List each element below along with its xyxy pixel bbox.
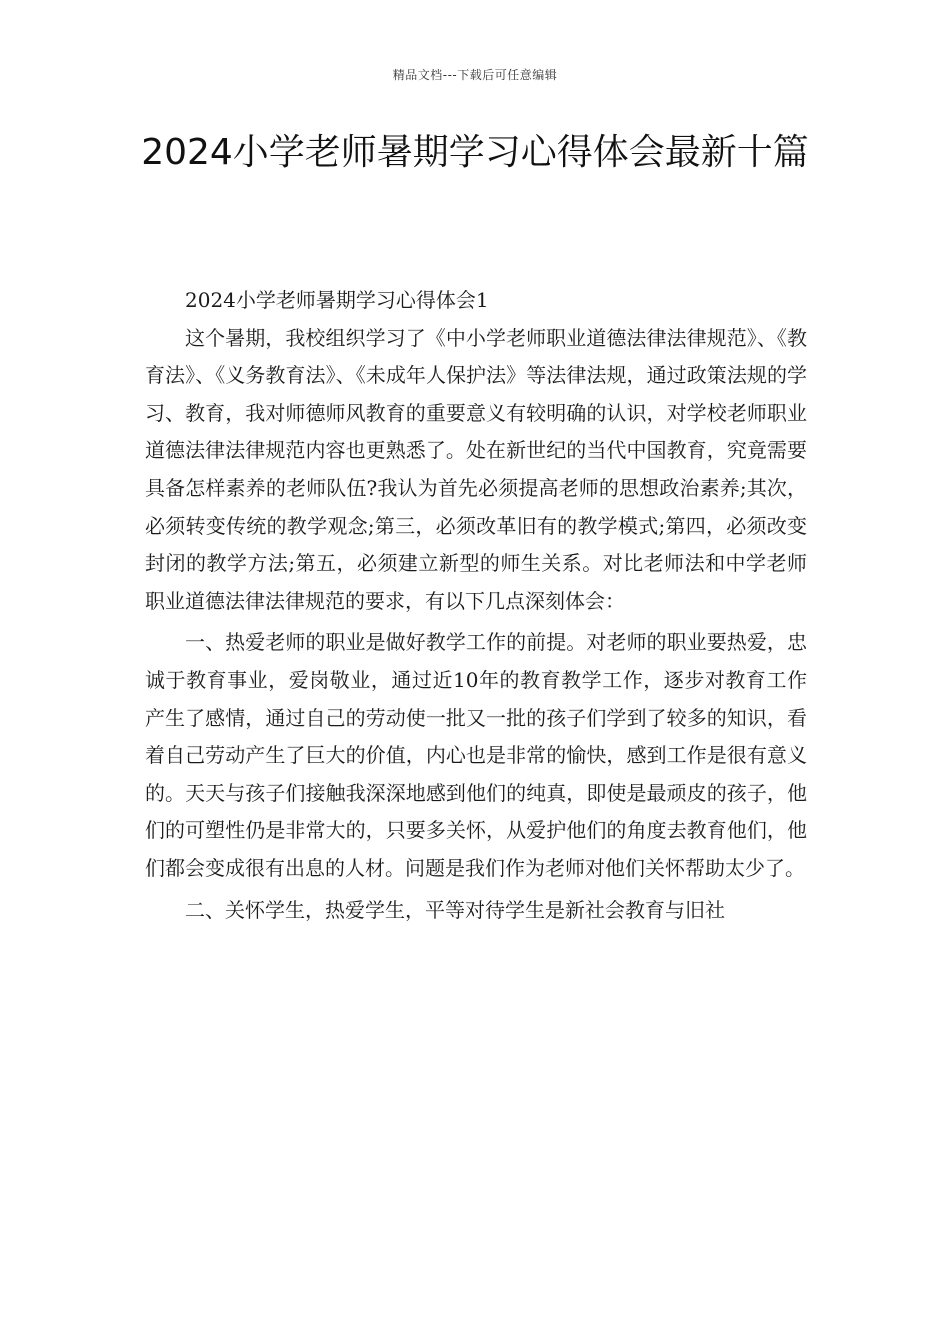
document-title: 2024小学老师暑期学习心得体会最新十篇 [141, 132, 809, 173]
document-body [145, 282, 807, 929]
paragraph: 一、热爱老师的职业是做好教学工作的前提。对老师的职业要热爱，忠诚于教育事业，爱岗敬业，通过近10年的教育教学工作，逐步对教育工作产生了感情，通过自己的劳动使一批又一批的孩子们学到了较多的知识，看着自己劳动产生了巨大的价值，内心也是非常的愉快，感到工作是很有意义的。天天与孩子们接触我深深地感到他们的纯真，即使是最顽皮的孩子，他们的可塑性仍是非常大的，只要多关怀，从爱护他们的角度去教育他们，他们都会变成很有出息的人材。问题是我们作为老师对他们关怀帮助太少了。 [145, 630, 807, 880]
paragraph: 二、关怀学生，热爱学生，平等对待学生是新社会教育与旧社 [185, 897, 725, 922]
section-title: 2024小学老师暑期学习心得体会1 [185, 288, 489, 312]
page-header: 精品文档---下载后可任意编辑 [392, 68, 558, 82]
paragraph: 这个暑期，我校组织学习了《中小学老师职业道德法律法律规范》、《教育法》、《义务教育法》、《未成年人保护法》等法律法规，通过政策法规的学习、教育，我对师德师风教育的重要意义有较明确的认识，对学校老师职业道德法律法律规范内容也更熟悉了。处在新世纪的当代中国教育，究竟需要具备怎样素养的老师队伍?我认为首先必须提高老师的思想政治素养;其次，必须转变传统的教学观念;第三，必须改革旧有的教学模式;第四，必须改变封闭的教学方法;第五，必须建立新型的师生关系。对比老师法和中学老师职业道德法律法律规范的要求，有以下几点深刻体会： [145, 325, 807, 613]
